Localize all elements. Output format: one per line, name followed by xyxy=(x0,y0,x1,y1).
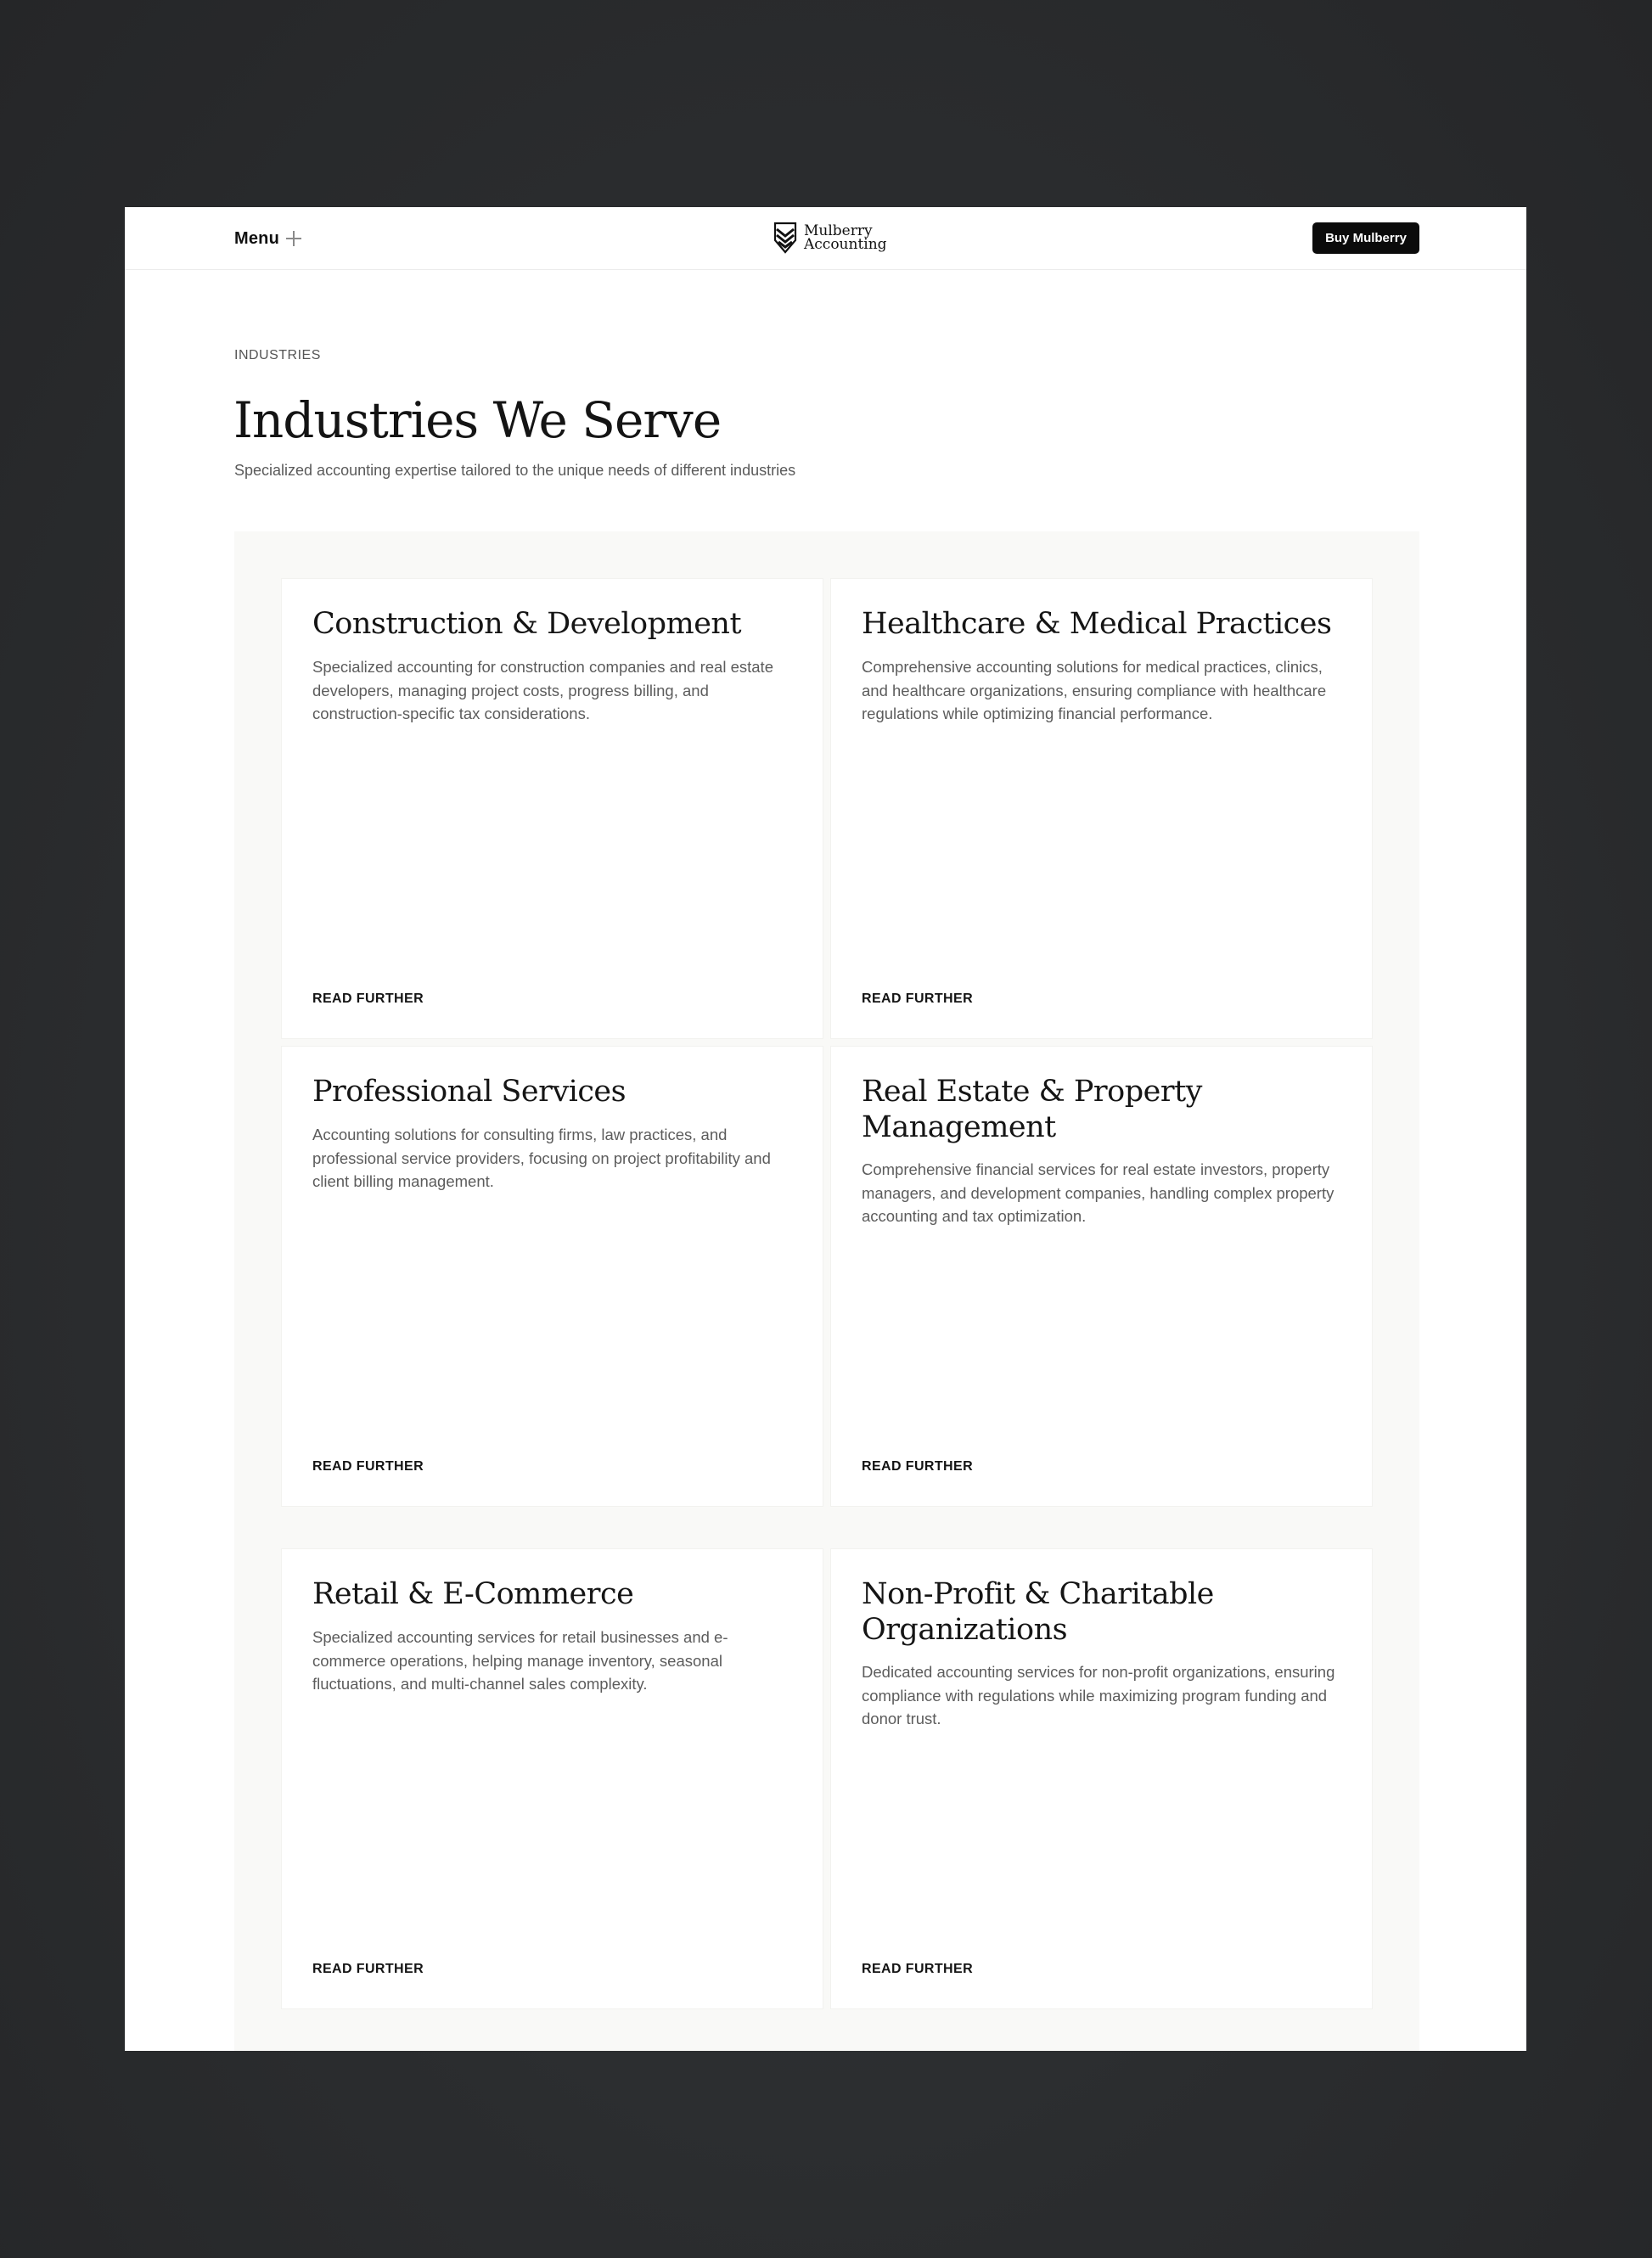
menu-label: Menu xyxy=(234,228,280,248)
card-title: Non-Profit & Charitable Organizations xyxy=(862,1577,1214,1647)
mulberry-logo[interactable] xyxy=(773,222,887,254)
card-title: Retail & E-Commerce xyxy=(312,1577,634,1611)
logo-line-1: Mulberry xyxy=(804,222,873,239)
page-subtitle: Specialized accounting expertise tailored to the unique needs of different industries xyxy=(234,462,796,479)
read-further-link[interactable]: READ FURTHER xyxy=(312,1962,424,1976)
read-further-link[interactable]: READ FURTHER xyxy=(862,1459,974,1474)
buy-mulberry-button[interactable]: Buy Mulberry xyxy=(1312,222,1419,254)
card-description: Specialized accounting for construction companies and real estate developers, managing project costs, progress billing, and construction-specific tax considerations. xyxy=(312,658,773,722)
read-further-link[interactable]: READ FURTHER xyxy=(862,1962,974,1976)
card-title: Construction & Development xyxy=(312,607,742,641)
page-title: Industries We Serve xyxy=(233,391,722,449)
top-navigation-bar xyxy=(125,207,1526,270)
read-further-link[interactable]: READ FURTHER xyxy=(312,991,424,1006)
card-description: Accounting solutions for consulting firms, law practices, and professional service providers, focusing on project profitability and client billing management. xyxy=(312,1126,771,1190)
industries-grid xyxy=(234,531,1419,2051)
card-title: Real Estate & Property Management xyxy=(862,1075,1202,1144)
industry-card-professional-services xyxy=(282,1047,823,1506)
shield-logo-icon xyxy=(773,222,797,254)
industry-card-real-estate xyxy=(831,1047,1372,1506)
read-further-link[interactable]: READ FURTHER xyxy=(862,991,974,1006)
logo-wordmark xyxy=(804,224,887,251)
card-title: Professional Services xyxy=(312,1075,627,1109)
card-description: Dedicated accounting services for non-profit organizations, ensuring compliance with regulations while maximizing program funding and donor trust. xyxy=(862,1663,1335,1727)
industry-card-construction xyxy=(282,579,823,1038)
section-eyebrow: INDUSTRIES xyxy=(234,348,321,362)
read-further-link[interactable]: READ FURTHER xyxy=(312,1459,424,1474)
card-description: Specialized accounting services for retail businesses and e-commerce operations, helping manage inventory, seasonal fluctuations, and multi-channel sales complexity. xyxy=(312,1628,728,1693)
logo-line-2: Accounting xyxy=(804,236,887,253)
browser-page xyxy=(125,207,1526,2051)
card-title: Healthcare & Medical Practices xyxy=(862,607,1332,641)
menu-button[interactable] xyxy=(234,226,301,251)
card-description: Comprehensive accounting solutions for medical practices, clinics, and healthcare organizations, ensuring compliance with healthcare regulations while optimizing financial performance. xyxy=(862,658,1327,722)
industry-card-healthcare xyxy=(831,579,1372,1038)
industry-card-non-profit xyxy=(831,1549,1372,2008)
card-description: Comprehensive financial services for real estate investors, property managers, and development companies, handling complex property accounting and tax optimization. xyxy=(862,1160,1335,1225)
plus-icon xyxy=(286,231,301,246)
industry-card-retail xyxy=(282,1549,823,2008)
